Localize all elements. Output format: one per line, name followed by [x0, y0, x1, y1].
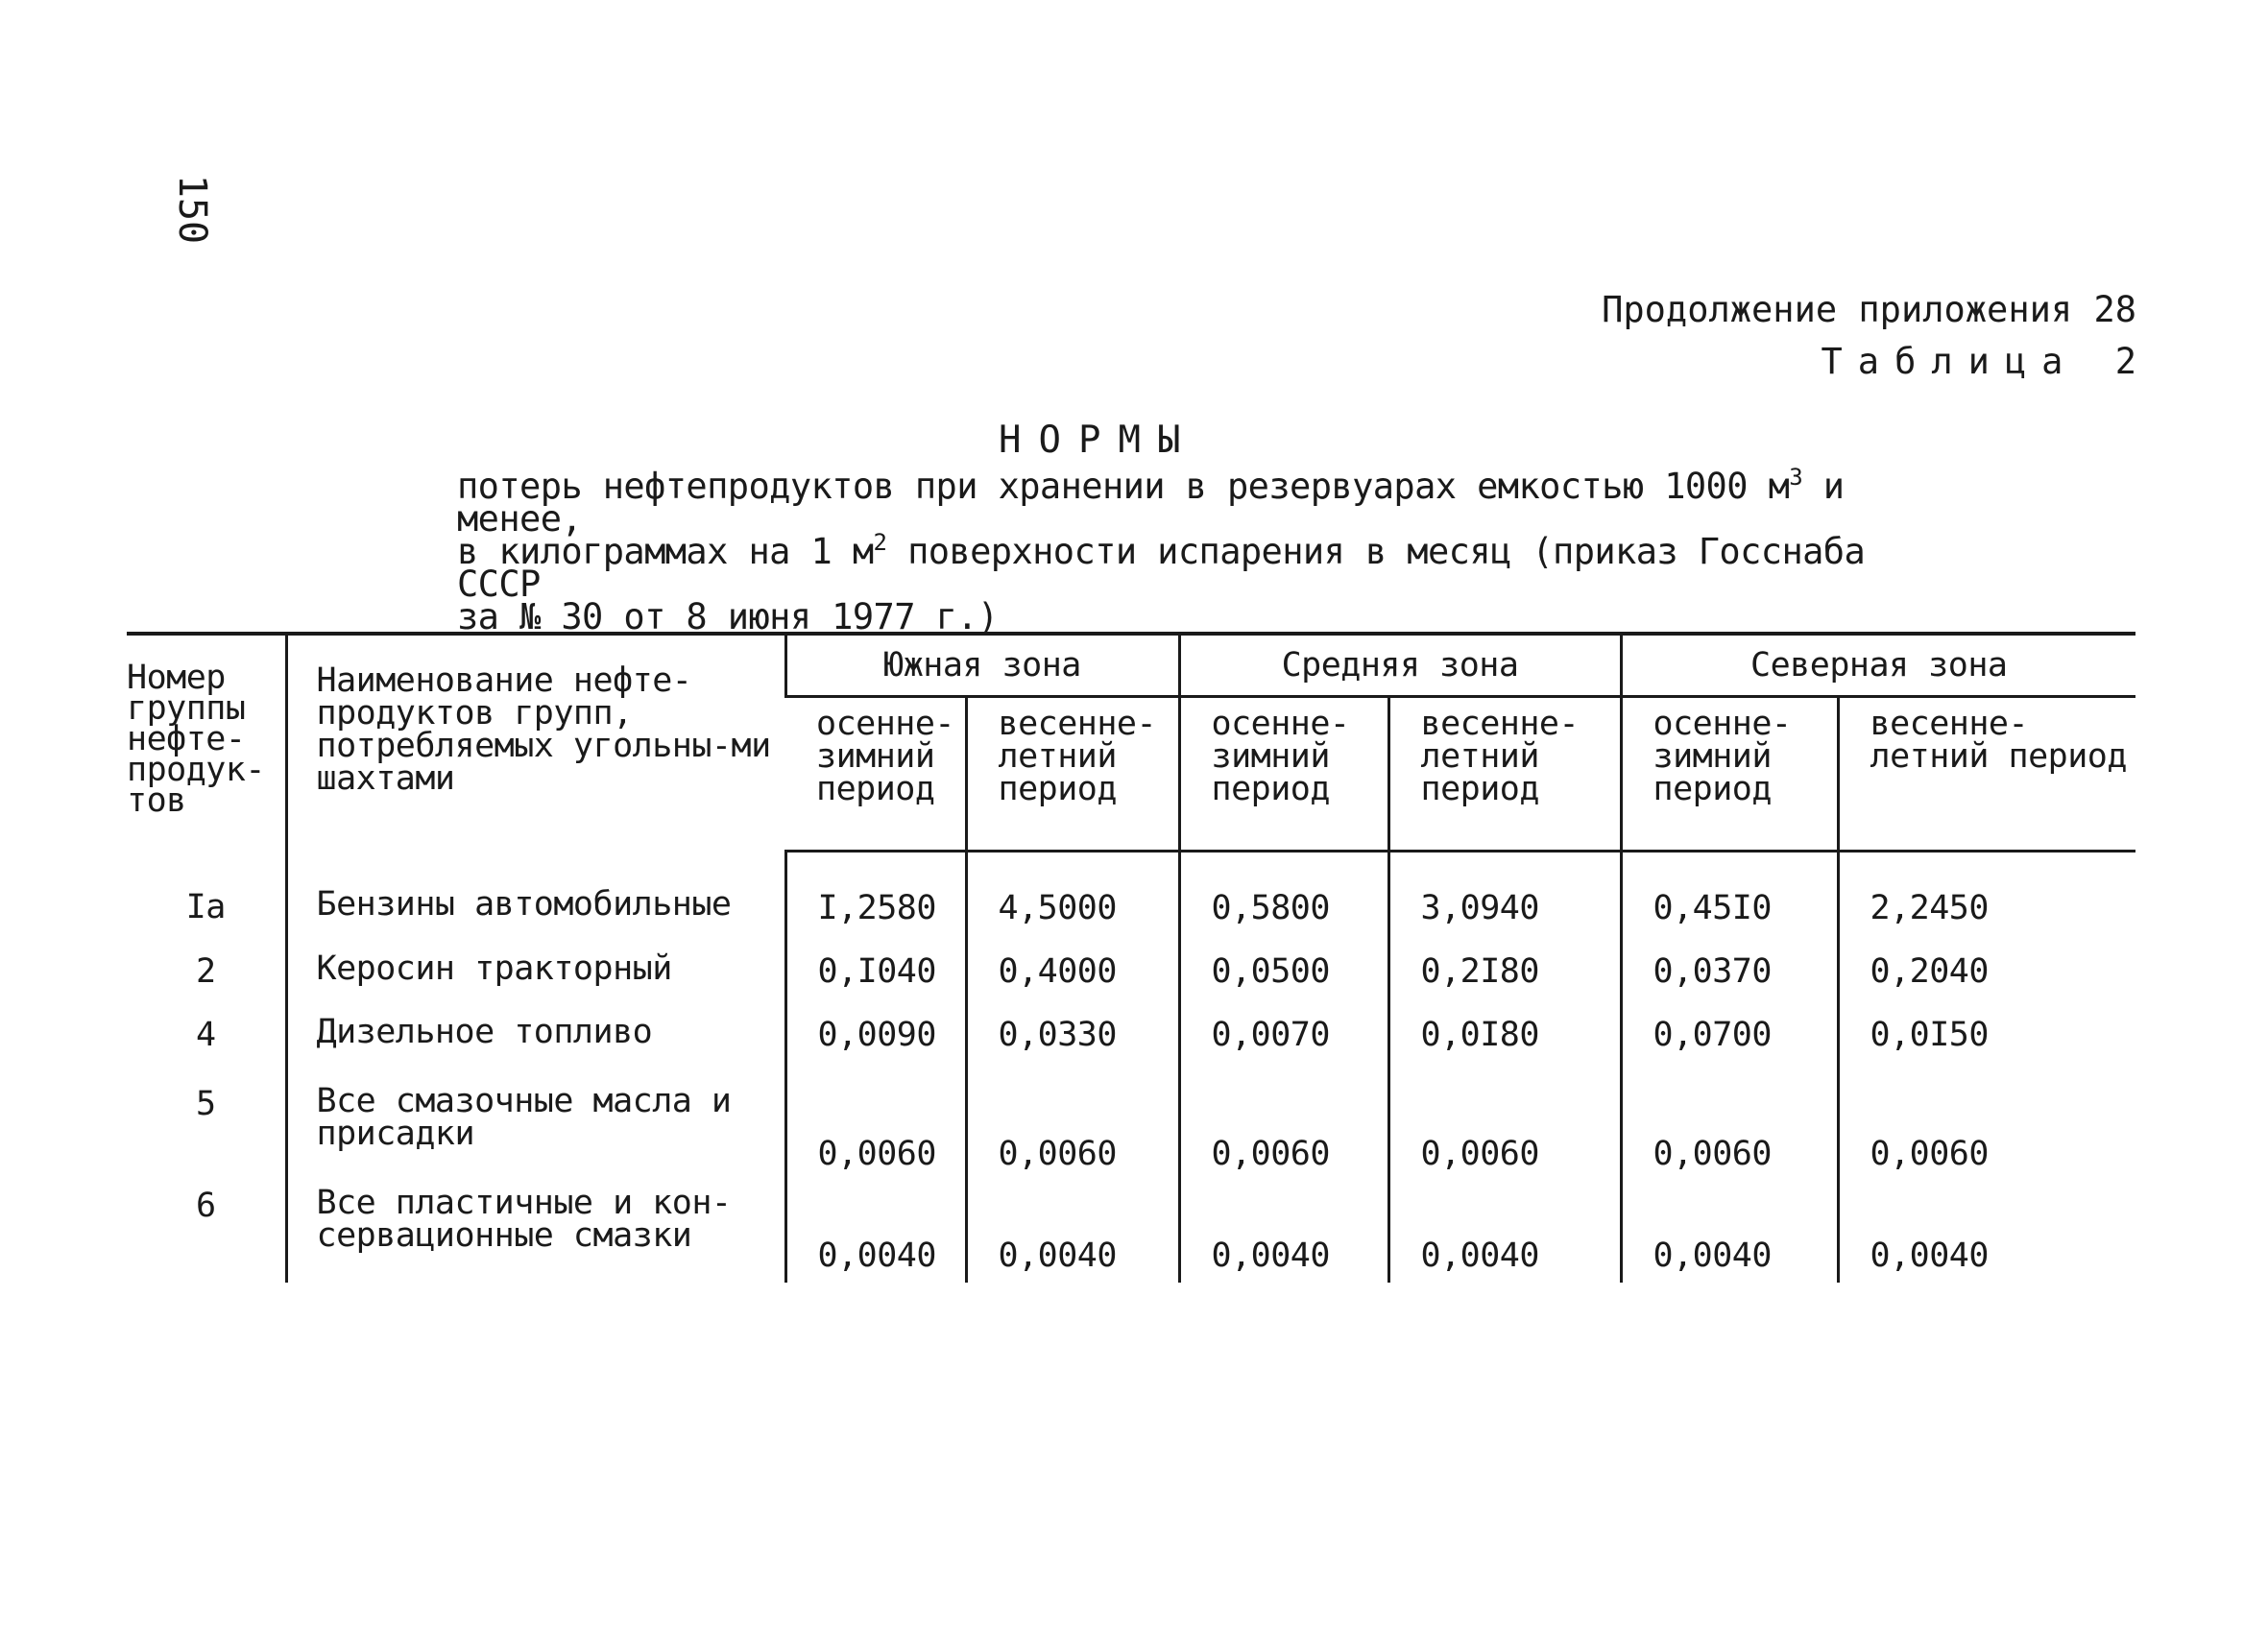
table-row: [127, 952, 2135, 1016]
row-value: 0,0060: [1621, 1079, 1838, 1181]
table-row: [127, 1079, 2135, 1181]
subtitle-line-2: в килограммах на 1 $м^2$ поверхности испарения в месяц (приказ Госснаба СССР: [457, 529, 1866, 605]
row-product: Керосин тракторный: [286, 952, 785, 1016]
row-value: 3,0940: [1388, 852, 1621, 953]
header-south-autumn: осенне-зимний период: [785, 697, 966, 852]
row-value: 0,2040: [1838, 952, 2135, 1016]
header-zone-middle: Средняя зона: [1179, 634, 1621, 697]
row-product: Все смазочные масла и присадки: [286, 1079, 785, 1181]
header-product-name: Наименование нефте-продуктов групп, потребляемых угольны-ми шахтами: [286, 634, 785, 852]
row-value: 0,0I80: [1388, 1016, 1621, 1079]
row-value: 0,45I0: [1621, 852, 1838, 953]
row-value: 0,5800: [1179, 852, 1388, 953]
row-product: Все пластичные и кон-сервационные смазки: [286, 1181, 785, 1283]
row-value: 0,0040: [1388, 1181, 1621, 1283]
heading: НОРМЫ: [999, 419, 1198, 462]
header-north-spring: весенне-летний период: [1838, 697, 2135, 852]
table-label: Таблица 2: [1821, 341, 2152, 382]
row-value: 0,0040: [1621, 1181, 1838, 1283]
row-group: 6: [195, 1187, 216, 1225]
row-group: Iа: [185, 887, 226, 926]
row-value: 0,0700: [1621, 1016, 1838, 1079]
row-value: 0,0040: [1838, 1181, 2135, 1283]
row-value: 0,0040: [785, 1181, 966, 1283]
header-zone-north: Северная зона: [1621, 634, 2135, 697]
appendix-block: [1602, 284, 2152, 388]
row-value: I,2580: [785, 852, 966, 953]
row-value: 0,0060: [785, 1079, 966, 1181]
row-group: 2: [195, 952, 216, 991]
row-group: 4: [195, 1016, 216, 1054]
row-group: 5: [195, 1085, 216, 1123]
row-value: 0,0040: [1179, 1181, 1388, 1283]
row-value: 0,0070: [1179, 1016, 1388, 1079]
row-value: 0,0330: [966, 1016, 1179, 1079]
header-middle-autumn: осенне-зимний период: [1179, 697, 1388, 852]
header-south-spring: весенне-летний период: [966, 697, 1179, 852]
header-middle-spring: весенне-летний период: [1388, 697, 1621, 852]
header-zone-south: Южная зона: [785, 634, 1179, 697]
row-value: 0,0040: [966, 1181, 1179, 1283]
appendix-line: Продолжение приложения 28: [1602, 289, 2136, 330]
row-value: 0,0060: [1179, 1079, 1388, 1181]
table-row: [127, 1181, 2135, 1283]
row-product: Дизельное топливо: [286, 1016, 785, 1079]
subtitle: [457, 464, 1955, 637]
row-value: 0,0I50: [1838, 1016, 2135, 1079]
table-row: [127, 852, 2135, 953]
row-value: 0,0060: [966, 1079, 1179, 1181]
page-number: 150: [170, 174, 214, 245]
row-value: 0,0500: [1179, 952, 1388, 1016]
row-value: 0,0370: [1621, 952, 1838, 1016]
row-value: 0,2I80: [1388, 952, 1621, 1016]
row-product: Бензины автомобильные: [286, 852, 785, 953]
subtitle-line-1: потерь нефтепродуктов при хранении в резервуарах емкостью 1000 $м^3$ и менее,: [457, 464, 1845, 540]
norms-table: [127, 632, 2135, 1283]
row-value: 2,2450: [1838, 852, 2135, 953]
header-north-autumn: осенне-зимний период: [1621, 697, 1838, 852]
table-row: [127, 1016, 2135, 1079]
row-value: 0,0090: [785, 1016, 966, 1079]
subtitle-line-3: за № 30 от 8 июня 1977 г.): [457, 596, 999, 637]
row-value: 0,0060: [1388, 1079, 1621, 1181]
row-value: 0,I040: [785, 952, 966, 1016]
row-value: 4,5000: [966, 852, 1179, 953]
row-value: 0,0060: [1838, 1079, 2135, 1181]
row-value: 0,4000: [966, 952, 1179, 1016]
header-group-number: Номер группы нефте-продук-тов: [127, 634, 286, 852]
